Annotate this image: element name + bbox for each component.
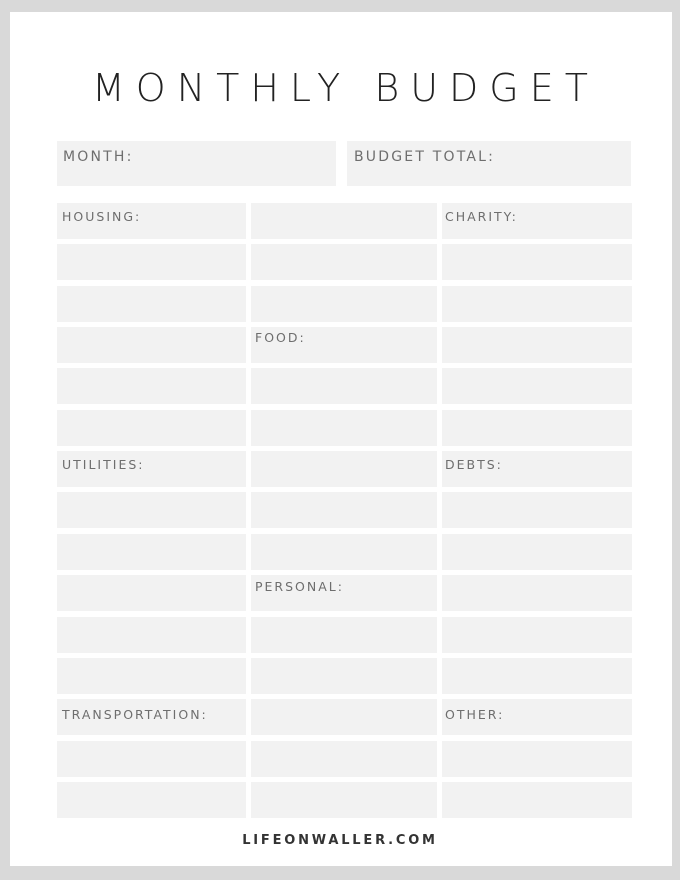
- budget-line-cell[interactable]: [57, 575, 246, 611]
- budget-line-cell[interactable]: [57, 327, 246, 363]
- budget-line-cell[interactable]: [442, 327, 632, 363]
- category-label-other: OTHER:: [445, 707, 505, 722]
- budget-line-cell[interactable]: [251, 782, 437, 818]
- budget-line-cell[interactable]: [251, 368, 437, 404]
- budget-line-cell[interactable]: [57, 368, 246, 404]
- budget-line-cell[interactable]: [442, 410, 632, 446]
- budget-line-cell[interactable]: [57, 534, 246, 570]
- budget-line-cell[interactable]: [442, 492, 632, 528]
- budget-line-cell[interactable]: [57, 286, 246, 322]
- budget-line-cell[interactable]: [57, 782, 246, 818]
- category-label-charity: CHARITY:: [445, 209, 518, 224]
- budget-line-cell[interactable]: [57, 617, 246, 653]
- category-label-debts: DEBTS:: [445, 457, 503, 472]
- budget-line-cell[interactable]: [57, 410, 246, 446]
- budget-line-cell[interactable]: [442, 368, 632, 404]
- budget-line-cell[interactable]: [251, 699, 437, 735]
- budget-line-cell[interactable]: [57, 492, 246, 528]
- budget-line-cell[interactable]: [442, 658, 632, 694]
- budget-line-cell[interactable]: [251, 534, 437, 570]
- budget-line-cell[interactable]: [442, 617, 632, 653]
- budget-line-cell[interactable]: [251, 492, 437, 528]
- budget-line-cell[interactable]: [57, 658, 246, 694]
- budget-total-label: BUDGET TOTAL:: [354, 149, 496, 165]
- budget-line-cell[interactable]: [442, 244, 632, 280]
- budget-line-cell[interactable]: [57, 741, 246, 777]
- budget-line-cell[interactable]: [251, 203, 437, 239]
- footer-website: LIFEONWALLER.COM: [242, 833, 438, 848]
- page-title: MONTHLY BUDGET: [92, 66, 599, 110]
- category-label-personal: PERSONAL:: [255, 579, 344, 594]
- category-label-utilities: UTILITIES:: [62, 457, 145, 472]
- category-label-housing: HOUSING:: [62, 209, 142, 224]
- budget-line-cell[interactable]: [442, 286, 632, 322]
- budget-line-cell[interactable]: [251, 741, 437, 777]
- budget-line-cell[interactable]: [251, 286, 437, 322]
- budget-line-cell[interactable]: [442, 741, 632, 777]
- budget-line-cell[interactable]: [251, 410, 437, 446]
- budget-line-cell[interactable]: [251, 617, 437, 653]
- budget-line-cell[interactable]: [251, 451, 437, 487]
- budget-line-cell[interactable]: [57, 244, 246, 280]
- month-label: MONTH:: [63, 149, 134, 165]
- budget-line-cell[interactable]: [442, 534, 632, 570]
- category-label-food: FOOD:: [255, 330, 306, 345]
- budget-line-cell[interactable]: [442, 782, 632, 818]
- budget-line-cell[interactable]: [251, 244, 437, 280]
- category-label-transportation: TRANSPORTATION:: [62, 707, 208, 722]
- budget-line-cell[interactable]: [442, 575, 632, 611]
- budget-line-cell[interactable]: [251, 658, 437, 694]
